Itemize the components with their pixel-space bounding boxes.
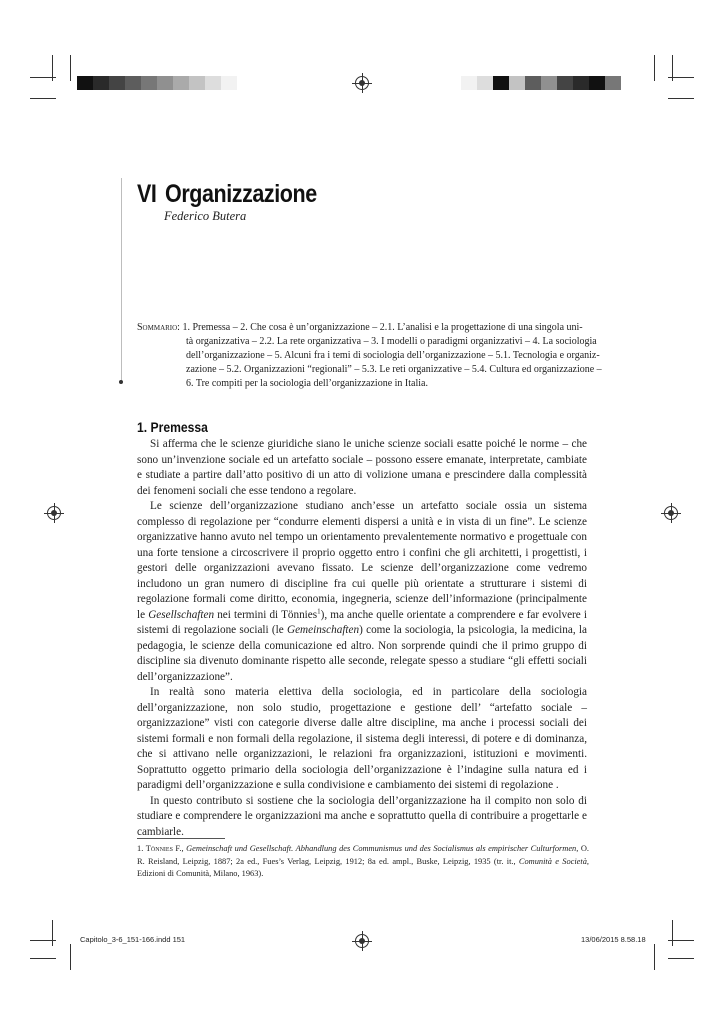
color-swatch (605, 76, 621, 90)
crop-mark (30, 958, 56, 959)
color-swatch (205, 76, 221, 90)
color-swatch (541, 76, 557, 90)
summary-label: Sommario: (137, 322, 180, 333)
color-swatch (141, 76, 157, 90)
margin-rule (121, 178, 122, 383)
color-swatch (573, 76, 589, 90)
summary-line: zazione – 5.2. Organizzazioni “regionali” – 5.3. Le reti organizzative – 5.4. Cultura ed organizzazione – (186, 364, 602, 375)
chapter-title (137, 180, 317, 209)
summary-block (137, 321, 602, 391)
paragraph: In realtà sono materia elettiva della sociologia, ed in particolare della sociologia dell’organizzazione, non solo studio, progettazione e gestione dell’ “artefatto sociale – organizzazione” visti con categorie diverse dalle altre discipline, ma anche i processi sociali dei sistemi formali e non formali della regolazione, il sistema degli interessi, di potere e di dominanza, che si attivano nelle organizzazioni, le relazioni fra organizzazioni, istituzioni e movimenti. Soprattutto oggetto primario della sociologia dell’organizzazione è l’indagine sulla natura ed i paradigmi dell’organizzazione e sulla condivisione e cambiamento dei sistemi di regolazione . (137, 686, 587, 791)
crop-mark (70, 55, 71, 81)
color-swatch (461, 76, 477, 90)
body-text (137, 437, 587, 840)
crop-mark (52, 920, 53, 946)
color-swatch (557, 76, 573, 90)
summary-line: dell’organizzazione – 5. Alcuni fra i temi di sociologia dell’organizzazione – 5.1. Tecnologia e organiz- (186, 350, 600, 361)
footnote-author: Tönnies F. (145, 844, 182, 853)
registration-mark-icon (355, 934, 369, 948)
slug-timestamp: 13/06/2015 8.58.18 (581, 935, 646, 944)
chapter-number: VI (137, 180, 157, 208)
color-swatch (525, 76, 541, 90)
registration-mark-icon (664, 506, 678, 520)
crop-mark (30, 98, 56, 99)
paragraph: In questo contributo si sostiene che la sociologia dell’organizzazione ha il compito non solo di studiare e comprendere le organizzazioni ma anche e soprattutto quella di contribuire a progettarle e cambiarle. (137, 794, 587, 838)
term-gesellschaften: Gesellschaften (148, 608, 215, 621)
footnote: 1. Tönnies F., Gemeinschaft und Gesellschaft. Abhandlung des Communismus und des Socialismus als empirischer Culturformen, O. R. Reisland, Leipzig, 1887; 2a ed., Fues’s Verlag, Leipzig, 1912; 8a ed. ampl., Buske, Leipzig, 1935 (tr. it., Comunità e Società, Edizioni di Comunità, Milano, 1963). (137, 844, 590, 878)
paragraph: Le scienze dell’organizzazione studiano anch’esse un artefatto sociale ossia un sistema complesso di regolazione per “condurre elementi dispersi a unità e in vista di un fine”. Le scienze organizzative hanno avuto nel tempo un orientamento prevalentemente normativo e progettuale con una forte tensione a circoscrivere il proprio oggetto entro i confini che gli architetti, i progettisti, i gestori delle organizzazioni avevano fissato. Le scienze dell’organizzazione come vedremo includono un gran numero di discipline fra cui quelle più orientate a strutturare i sistemi di regolazione formali come diritto, economia, ingegneria, scienze dell’informazione (principalmente le Gesellschaften nei termini di Tönnies$^1$), ma anche quelle orientate a comprendere e far evolvere i sistemi di regolazione sociali (le Gemeinschaften) come la sociologia, la psicologia, la medicina, la pedagogia, le scienze della comunicazione ed altro. Non sorprende quindi che il primo gruppo di discipline sia divenuto dominante rispetto alle seconde, relegate spesso a studiare “gli effetti sociali dell’organizzazione”. (137, 500, 587, 683)
color-bar-right (461, 76, 621, 90)
crop-mark (654, 55, 655, 81)
color-swatch (189, 76, 205, 90)
color-swatch (173, 76, 189, 90)
margin-bullet (119, 380, 123, 384)
color-swatch (157, 76, 173, 90)
paragraph: Si afferma che le scienze giuridiche siano le uniche scienze sociali esatte poiché le norme – che sono un’invenzione sociale ed un artefatto sociale – possono essere emanate, interpretate, cambiate e studiate a partire dall’atto positivo di un atto di volizione umana e prescindere dalla complessità dei fenomeni sociali che esse tendono a regolare. (137, 438, 587, 497)
registration-mark-icon (47, 506, 61, 520)
summary-line: tà organizzativa – 2.2. La rete organizzativa – 3. I modelli o paradigmi organizzativi – 4. La sociologia (186, 336, 597, 347)
summary-line: 1. Premessa – 2. Che cosa è un’organizzazione – 2.1. L’analisi e la progettazione di una singola uni- (182, 322, 583, 333)
color-swatch (589, 76, 605, 90)
footnote-title-italian: Comunità e Società (518, 856, 587, 866)
crop-mark (668, 958, 694, 959)
color-swatch (509, 76, 525, 90)
footnote-number: 1. (137, 844, 144, 853)
footnote-title: Gemeinschaft und Gesellschaft. Abhandlung des Communismus und des Socialismus als empirischer Culturformen (186, 844, 577, 853)
term-gemeinschaften: Gemeinschaften (287, 624, 360, 636)
chapter-name: Organizzazione (165, 180, 317, 208)
color-swatch (93, 76, 109, 90)
color-swatch (493, 76, 509, 90)
color-swatch (109, 76, 125, 90)
footnote-rule (137, 838, 225, 839)
color-bar-left (77, 76, 237, 90)
color-swatch (125, 76, 141, 90)
crop-mark (672, 55, 673, 81)
color-swatch (477, 76, 493, 90)
crop-mark (70, 944, 71, 970)
color-swatch (221, 76, 237, 90)
registration-mark-icon (355, 76, 369, 90)
crop-mark (668, 98, 694, 99)
footnote-ref[interactable]: 1 (317, 606, 321, 615)
chapter-author: Federico Butera (164, 209, 247, 223)
slug-filename: Capitolo_3-6_151-166.indd 151 (80, 935, 186, 944)
crop-mark (654, 944, 655, 970)
summary-line: 6. Tre compiti per la sociologia dell’organizzazione in Italia. (186, 378, 428, 389)
crop-mark (52, 55, 53, 81)
color-swatch (77, 76, 93, 90)
crop-mark (672, 920, 673, 946)
section-heading: 1. Premessa (137, 420, 208, 435)
